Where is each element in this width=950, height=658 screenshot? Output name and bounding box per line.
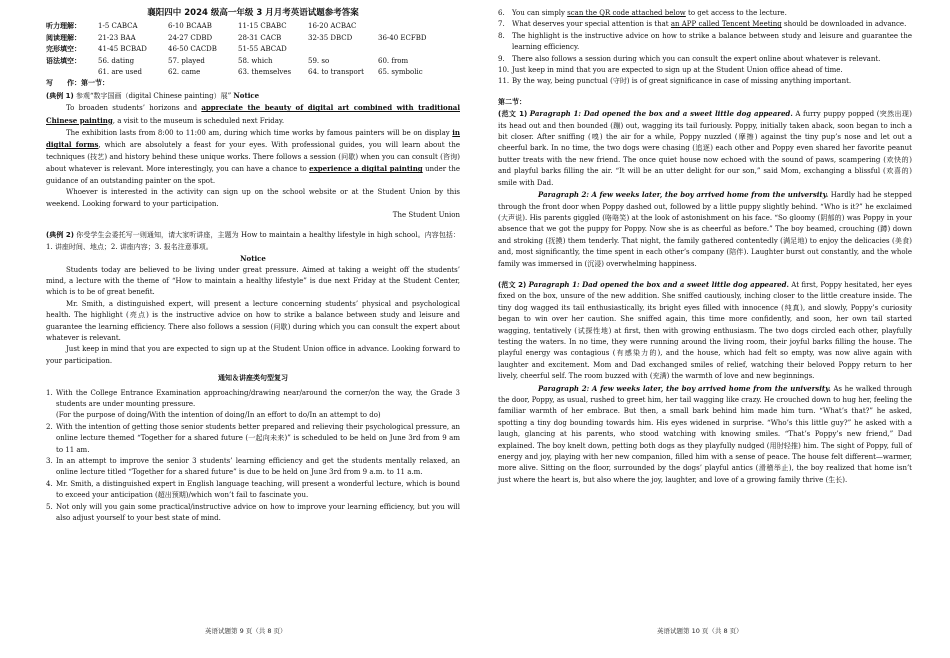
- review-list: [46, 388, 460, 525]
- page-number-right: 英语试题第 10 页（共 8 页）: [657, 627, 743, 635]
- model-essay-2: [498, 279, 912, 486]
- list-item: 5. Not only will you gain some practical/instructive advice on how to improve your learning efficiency, but you will also adjust yourself to your best state of mind.: [46, 502, 460, 523]
- example-1: (典例 1) 参观“数字国画（digital Chinese painting）展” Notice To broaden students’ horizons and appreciate the beauty of digital art combined with traditional Chinese painting, a visit to the museum is scheduled next Friday. The exhibition lasts from 8:00 to 11:00 am, during which time works by famous painters will be on display in digital forms, which are absolutely a feast for your eyes. With professional guides, you will learn about the techniques (技艺) and history behind these unique works. There follows a session (问歇) when you can consult (咨询) about whatever is relevant. More interestingly, you can have a chance to experience a digital painting under the guidance of an outstanding painter on the spot. Whoever is interested in the activity can sign up on the school website or at the Student Union by this weekend. Looking forward to your participation. The Student Union: [46, 90, 460, 221]
- list-item: 3. In an attempt to improve the senior 3 students’ learning efficiency and get the students mentally relaxed, an online lecture titled “Together for a shared future” is due to be held on June 3rd from 9 a.m. to 11 a.m.: [46, 457, 460, 477]
- list-item: 7. What deserves your special attention is that an APP called Tencent Meeting should be downloaded in advance.: [498, 20, 907, 29]
- paragraph: Students today are believed to be living under great pressure. Aimed at taking a weight off the students’ mind, a lecture with the theme of “How to maintain a healthy lifestyle” is due next Friday at the Student Center, which is to be of great benefit.: [46, 265, 460, 297]
- answer-row: 61. are used 62. came 63. themselves 64. to transport 65. symbolic: [98, 68, 423, 77]
- paragraph: (范文 1) Paragraph 1: Dad opened the box and a sweet little dog appeared. A furry puppy popped (突然出现) its head out and then bounded (蹦) out, wagging its tail furiously. Poppy, initially taken aback, soon began to inch a bit closer. After sniffing (嗅) the air for a while, Poppy nuzzled (摩擦) against the tiny pup’s nose and let out a cheerful bark. In no time, the two dogs were chasing (追逐) each other and Poppy even shared her favorite peanut butter treats with the new friend. The once quiet house now echoed with the sound of paws, scampering (欢快的) and playful barks filling the air. “It will be an utter delight for our son,” said Mom, exchanging a blissful (欢喜的) smile with Dad.: [498, 109, 912, 187]
- paragraph: Mr. Smith, a distinguished expert, will present a lecture concerning students’ physical and psychological health. The highlight (亮点) is the instructive advice on how to strike a balance between study and leisure and guarantee the learning efficiency. There also follows a session (问歇) during which you can consult the expert about whatever is relevant.: [46, 299, 460, 342]
- page-number-left: 英语试题第 9 页（共 8 页）: [205, 627, 287, 635]
- list-item: 8. The highlight is the instructive advice on how to strike a balance between study and leisure and guarantee the learning efficiency.: [498, 31, 912, 52]
- paragraph: To broaden students’ horizons and appreciate the beauty of digital art combined with traditional Chinese painting, a visit to the museum is scheduled next Friday.: [46, 103, 460, 125]
- paragraph: Just keep in mind that you are expected to sign up at the Student Union office in advance. Looking forward to your participation.: [46, 345, 460, 365]
- model-essay-1: [498, 108, 912, 270]
- paragraph: The exhibition lasts from 8:00 to 11:00 am, during which time works by famous painters will be on display in digital forms, which are absolutely a feast for your eyes. With professional guides, you will learn about the techniques (技艺) and history behind these unique works. There follows a session (问歇) when you can consult (咨询) about whatever is relevant. More interestingly, you can have a chance to experience a digital painting under the guidance of an outstanding painter on the spot.: [46, 128, 460, 185]
- list-item: 6. You can simply scan the QR code attached below to get access to the lecture.: [498, 9, 787, 17]
- list-item: 4. Mr. Smith, a distinguished expert in English language teaching, will present a wonderful lecture, which is bound to exceed your anticipation (超出预期)/which won’t fail to fascinate you.: [46, 479, 460, 500]
- example-2: (典例 2) 你受学生会委托写一则通知，请大家听讲座，主题为 How to maintain a healthy lifestyle in high school。内容包括：1. 讲座时间、地点；2. 讲座内容；3. 报名注意事项。 Notice Students today are believed to be living under great pressure. Aimed at taking a weight off the students’ mind, a lecture with the theme of “How to maintain a healthy lifestyle” is due next Friday at the Student Center, which is to be of great benefit. Mr. Smith, a distinguished expert, will present a lecture concerning students’ physical and psychological health. The highlight (亮点) is the instructive advice on how to strike a balance between study and leisure and guarantee the learning efficiency. There also follows a session (问歇) during which you can consult the expert about whatever is relevant. Just keep in mind that you are expected to sign up at the Student Union office in advance. Looking forward to your participation.: [46, 230, 460, 367]
- review-heading: 通知＆讲座类句型复习: [218, 374, 288, 383]
- answer-row: 写 作：第一节：: [46, 79, 109, 88]
- answer-row: 语法填空： 56. dating 57. played 58. which 59. so 60. from: [46, 56, 409, 65]
- answer-row: 听力理解： 1-5 CABCA 6-10 BCAAB 11-15 CBABC 16-20 ACBAC: [46, 22, 357, 31]
- review-list-continued: [498, 8, 912, 88]
- page-title: 襄阳四中 2024 级高一年级 3 月月考英语试题参考答案: [147, 8, 359, 18]
- paragraph: Paragraph 2: A few weeks later, the boy arrived home from the university. As he walked through the door, Poppy, as usual, rushed to greet him, her tail wagging like crazy. He crouched down to hug her, feeling the familiar warmth of her embrace. But then, a small bark behind him made him turn. “What’s that?” he asked, spotting a tiny dog bounding towards him. His eyes widened in surprise. “Who’s this little guy?” he asked with a laugh, glancing at his parents, who stood watching with knowing smiles. “That’s Poppy’s new friend,” Dad explained. The boy knelt down, petting both dogs as they playfully nudged (用肘轻推) him. The sight of Poppy, full of energy and joy, playing with her new companion, filled him with a sense of peace. The house felt different—warmer, more alive. Sitting on the floor, surrounded by the dogs’ playful antics (滑稽举止), the boy realized that home isn’t just where the heart is, but also where the joy, laughter, and love of a growing family thrive (生长).: [498, 383, 912, 484]
- list-item: 10. Just keep in mind that you are expected to sign up at the Student Union office ahead of time.: [498, 66, 843, 75]
- paragraph: Paragraph 2: A few weeks later, the boy arrived home from the university. Hardly had he stepped through the front door when Poppy dashed out, followed by a little puppy slightly behind. “Who is it?” he exclaimed (大声说). His parents giggled (咯咯笑) at the look of astonishment on his face. “So gloomy (阴郁的) was Poppy in your absence that we got the puppy for Poppy. Now she is as cheerful as before.” The boy beamed, crouching (蹲) down and stroking (抚摸) them tenderly. That night, the family gathered contentedly (满足地) to enjoy the delicacies (美食) and, most significantly, the time spent in each other’s company (陪伴). Laughter burst out constantly, and the whole family was immersed in (沉浸) overwhelming happiness.: [498, 190, 912, 268]
- left-page: [46, 8, 460, 524]
- section-2-label: 第二节：: [498, 97, 526, 106]
- signature: The Student Union: [392, 210, 460, 219]
- paragraph: (范文 2) Paragraph 1: Dad opened the box and a sweet little dog appeared. At first, Poppy hesitated, her eyes fixed on the box, unsure of the new addition. She sniffed cautiously, inching closer to the little creature inside. The tiny dog wagged its tail enthusiastically, its bright eyes filled with innocence (纯真), and slowly, Poppy’s curiosity began to win over her caution. She sniffed again, this time more confidently, and soon, her own tail started wagging, tentatively (试探性地) at first, then with growing enthusiasm. The two dogs circled each other, playfully testing the waters. In no time, they were running around the living room, their joyful barks filling the house. The playful energy was contagious (有感染力的), and the house, which had felt so empty, was now alive again with laughter and excitement. Mom and Dad exchanged smiles of relief, watching their beloved Poppy return to her lively, cheerful self. The room buzzed with (充满) the warmth of love and new beginnings.: [498, 279, 912, 381]
- paragraph: Whoever is interested in the activity can sign up on the school website or at the Student Union by this weekend. Looking forward to your participation.: [46, 188, 460, 208]
- list-item: 2. With the intention of getting those senior students better prepared and relieving their psychological pressure, an online lecture themed “Together for a shared future (一起向未来)” is scheduled to be held on June 3rd from 9 am to 11 am.: [46, 422, 460, 454]
- list-item: 1. With the College Entrance Examination approaching/drawing near/around the corner/on the way, the Grade 3 students are under mounting pressure. (For the purpose of doing/With the intention of doing/In an effort to do/In an attempt to do): [46, 388, 460, 420]
- answer-row: 阅读理解： 21-23 BAA 24-27 CDBD 28-31 CACB 32-35 DBCD 36-40 ECFBD: [46, 33, 427, 42]
- answer-key: [46, 21, 460, 89]
- answer-row: 完形填空： 41-45 BCBAD 46-50 CACDB 51-55 ABCAD: [46, 45, 287, 54]
- notice-heading: Notice: [240, 254, 266, 264]
- list-item: 11. By the way, being punctual (守时) is of great significance in case of missing anything important.: [498, 77, 852, 86]
- right-page: [498, 8, 912, 486]
- list-item: 9. There also follows a session during which you can consult the expert online about whatever is relevant.: [498, 54, 881, 63]
